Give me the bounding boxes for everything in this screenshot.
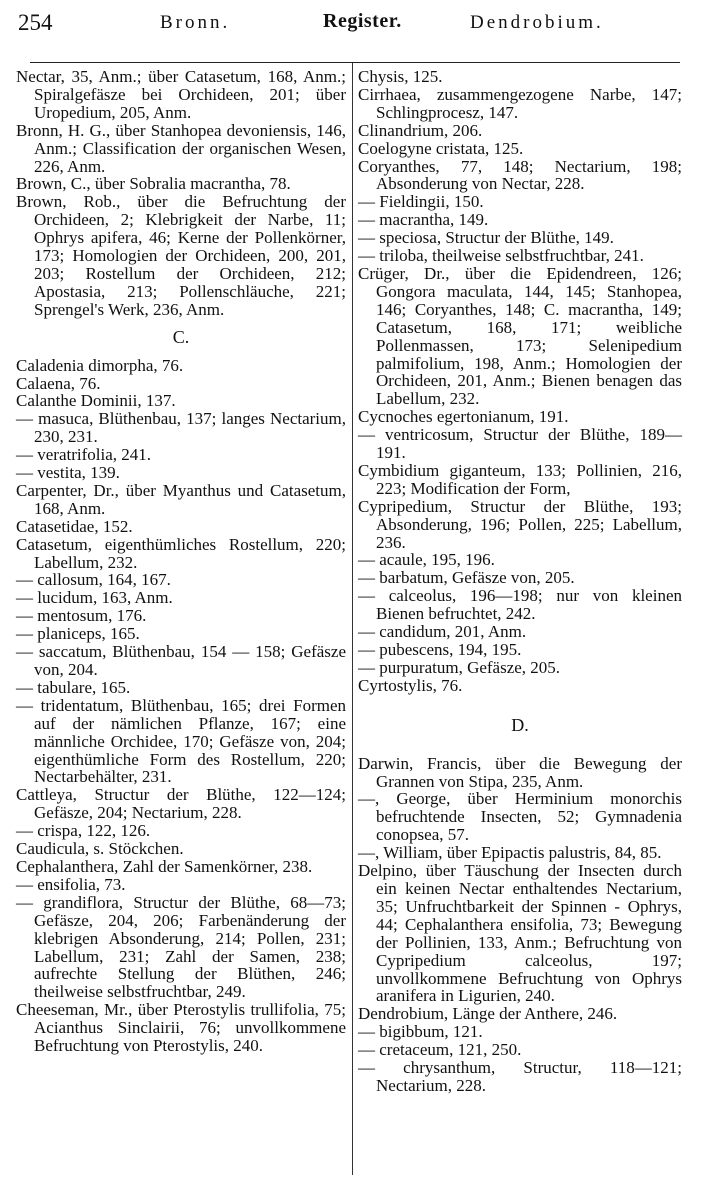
index-entry: Catasetidae, 152. [16,516,133,536]
running-header [18,6,679,40]
index-entry: Crüger, Dr., über die Epidendreen, 126; Gongora maculata, 144, 145; Stanhopea, 146; Coryanthes, 148; C. macrantha, 149; Catasetum, 168, 171; weibliche Pollenmassen, 173; Selenipedium palmifolium, 198, Anm.; Homologien der Orchideen, 201, Anm.; Bienen benagen das Labellum, 232. [358,263,682,409]
index-entry: Cyrtostylis, 76. [358,675,463,695]
header-rule [30,62,680,63]
index-entry: — bigibbum, 121. [358,1022,483,1042]
right-column [358,68,682,1095]
index-entry: Coryanthes, 77, 148; Nectarium, 198; Absonderung von Nectar, 228. [358,156,682,194]
index-entry: Catasetum, eigenthümliches Rostellum, 220; Labellum, 232. [16,534,346,572]
index-entry: Cymbidium giganteum, 133; Pollinien, 216, 223; Modification der Form, [358,460,682,498]
index-entry: — purpuratum, Gefäsze, 205. [358,657,561,677]
index-entry: Coelogyne cristata, 125. [358,138,524,158]
index-entry: — triloba, theilweise selbstfruchtbar, 241. [358,246,644,266]
column-divider [352,63,353,1175]
index-entry: Clinandrium, 206. [358,120,483,140]
index-entry: Delpino, über Täuschung der Insecten durch ein keinen Nectar enthaltendes Nectarium, 35; Unfruchtbarkeit der Spinnen - Ophrys, 44; Cephalanthera ensifolia, 73; Bewegung der Pollinien, 133, Anm.; Befruchtung von Cypripedium calceolus, 197; unvollkommene Befruchtung von Ophrys aranifera in Ligurien, 240. [358,861,682,1006]
index-entry: — cretaceum, 121, 250. [358,1040,522,1060]
header-range: Dendrobium. [470,12,604,33]
index-entry: — callosum, 164, 167. [16,570,171,590]
index-entry: Caladenia dimorpha, 76. [16,355,184,375]
index-entry: Cephalanthera, Zahl der Samenkörner, 238. [16,856,313,876]
index-entry: Cypripedium, Structur der Blüthe, 193; Absonderung, 196; Pollen, 225; Labellum, 236. [358,496,682,552]
index-entry: — barbatum, Gefäsze von, 205. [358,568,575,588]
index-entry: — crispa, 122, 126. [16,821,151,841]
index-entry: — chrysanthum, Structur, 118—121; Nectarium, 228. [358,1058,682,1095]
index-entry: Cirrhaea, zusammengezogene Narbe, 147; Schlingprocesz, 147. [358,84,682,122]
index-entry: — tabulare, 165. [16,677,131,697]
index-entry: — speciosa, Structur der Blüthe, 149. [358,228,614,248]
index-entry: — pubescens, 194, 195. [358,640,522,659]
header-title: Register. [323,10,402,32]
index-entry: Caudicula, s. Stöckchen. [16,839,184,859]
index-entry: —, William, über Epipactis palustris, 84, 85. [358,843,662,863]
header-author: Bronn. [160,12,231,33]
index-entry: — calceolus, 196—198; nur von kleinen Bienen befruchtet, 242. [358,586,682,624]
index-entry: — vestita, 139. [16,463,120,483]
index-entry: — ensifolia, 73. [16,874,126,894]
index-entry: Nectar, 35, Anm.; über Catasetum, 168, Anm.; Spiralgefäsze bei Orchideen, 201; über Uropedium, 205, Anm. [16,67,346,122]
index-entry: Cycnoches egertonianum, 191. [358,407,569,427]
index-entry: Calanthe Dominii, 137. [16,391,176,411]
section-heading-c: C. [172,326,190,347]
index-entry: — acaule, 195, 196. [358,550,495,570]
index-entry: — veratrifolia, 241. [16,445,152,465]
left-column [16,68,346,1055]
index-entry: Cheeseman, Mr., über Pterostylis trullifolia, 75; Acianthus Sinclairii, 76; unvollkommene Befruchtung von Pterostylis, 240. [16,1000,346,1056]
index-entry: — mentosum, 176. [16,606,147,626]
index-entry: — candidum, 201, Anm. [358,622,527,642]
index-entry: Carpenter, Dr., über Myanthus und Catasetum, 168, Anm. [16,480,346,518]
index-entry: Darwin, Francis, über die Bewegung der Grannen von Stipa, 235, Anm. [358,753,682,791]
section-heading-d: D. [511,714,529,735]
index-entry: —, George, über Herminium monorchis befruchtende Insecten, 52; Gymnadenia conopsea, 57. [358,789,682,845]
index-entry: — grandiflora, Structur der Blüthe, 68—73; Gefäsze, 204, 206; Farbenänderung der klebrigen Absonderung, 214; Pollen, 231; Labellum, 231; Zahl der Samen, 238; aufrechte Stellung der Blüthen, 246; theilweise selbstfruchtbar, 249. [16,892,346,1002]
index-entry: — tridentatum, Blüthenbau, 165; drei Formen auf der nämlichen Pflanze, 167; eine männliche Orchidee, 170; Gefäsze von, 204; eigenthümliche Form des Rostellum, 220; Nectarbehälter, 231. [16,695,346,787]
index-entry: — masuca, Blüthenbau, 137; langes Nectarium, 230, 231. [16,409,346,447]
index-entry: — ventricosum, Structur der Blüthe, 189—191. [358,425,682,463]
index-entry: — planiceps, 165. [16,624,140,644]
index-entry: Chysis, 125. [358,67,443,86]
index-entry: Brown, Rob., über die Befruchtung der Orchideen, 2; Klebrigkeit der Narbe, 11; Ophrys apifera, 46; Kerne der Pollenkörner, 173; Homologien der Orchideen, 200, 201, 203; Rostellum der Orchideen, 212; Apostasia, 213; Pollenschläuche, 221; Sprengel's Werk, 236, Anm. [16,192,346,319]
index-entry: Brown, C., über Sobralia macrantha, 78. [16,174,291,194]
index-entry: Cattleya, Structur der Blüthe, 122—124; Gefäsze, 204; Nectarium, 228. [16,785,346,823]
index-entry: Calaena, 76. [16,373,101,393]
index-entry: Dendrobium, Länge der Anthere, 246. [358,1004,618,1024]
index-entry: — lucidum, 163, Anm. [16,588,173,608]
page-number: 254 [18,10,53,35]
index-entry: — Fieldingii, 150. [358,192,484,212]
index-entry: — saccatum, Blüthenbau, 154 — 158; Gefäsze von, 204. [16,642,346,679]
index-entry: Bronn, H. G., über Stanhopea devoniensis, 146, Anm.; Classification der organischen Wesen, 226, Anm. [16,120,346,176]
index-entry: — macrantha, 149. [358,210,489,230]
